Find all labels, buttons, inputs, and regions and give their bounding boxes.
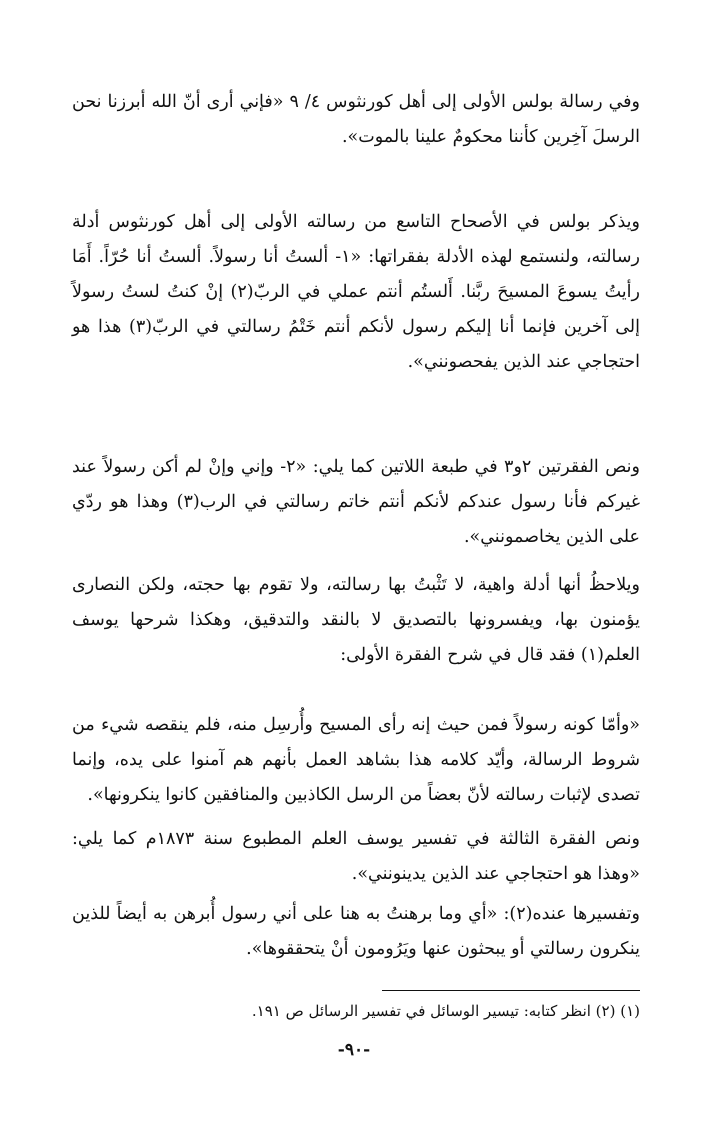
paragraph-interpretation: وتفسيرها عنده(٢): «أي وما برهنتُ به هنا على أني رسول أُبرهن به أيضاً للذين ينكرون رسالتي أو يبحثون عنها ويَرُومون أنْ يتحققوها». [72,904,640,959]
page-number: -٩٠- [337,1040,371,1060]
paragraph-quote-commentary: «وأمّا كونه رسولاً فمن حيث إنه رأى المسيح وأُرسِل منه، فلم ينقصه شيء من شروط الرسالة، وأيّد كلامه هذا بشاهد العمل بأنهم هم آمنوا على يده، وإنما تصدى لإثبات رسالته لأنّ بعضاً من الرسل الكاذبين والمنافقين كانوا ينكرونها». [72,715,640,805]
footnote: (١) (٢) انظر كتابه: تيسير الوسائل في تفسير الرسائل ص ١٩١. [251,1002,640,1020]
paragraph-corinthians-4-9: وفي رسالة بولس الأولى إلى أهل كورنثوس ٤/ ٩ «فإني أرى أنّ الله أبرزنا نحن الرسلَ آخِرين كأننا محكومٌ علينا بالموت». [72,92,640,147]
paragraph-latin-edition: ونص الفقرتين ٢و٣ في طبعة اللاتين كما يلي: «٢- وإني وإنْ لم أكن رسولاً عند غيركم فأنا رسول عندكم لأنكم أنتم خاتم رسالتي في الرب(٣) وهذا هو ردّي على الذين يخاصمونني». [72,457,641,547]
paragraph-weak-proofs: ويلاحظُ أنها أدلة واهية، لا تَثْبتُ بها رسالته، ولا تقوم بها حجته، ولكن النصارى يؤمنون بها، ويفسرونها بالتصديق لا بالنقد والتدقيق، وهكذا شرحها يوسف العلم(١) فقد قال في شرح الفقرة الأولى: [72,575,640,665]
paragraph-third-verse: ونص الفقرة الثالثة في تفسير يوسف العلم المطبوع سنة ١٨٧٣م كما يلي: «وهذا هو احتجاجي عند الذين يدينونني». [72,829,640,884]
footnote-divider [382,990,640,991]
paragraph-proofs-of-apostleship: ويذكر بولس في الأصحاح التاسع من رسالته الأولى إلى أهل كورنثوس أدلة رسالته، ولنستمع لهذه الأدلة بفقراتها: «١- ألستُ أنا رسولاً. ألستُ أنا حُرّاً. أَمَا رأيتُ يسوعَ المسيحَ ربَّنا. أَلستُم أنتم عملي في الربّ(٢) إنْ كنتُ لستُ رسولاً إلى آخرين فإنما أنا إليكم رسول لأنكم أنتم خَتْمُ رسالتي في الربّ(٣) هذا هو احتجاجي عند الذين يفحصونني». [72,212,641,372]
